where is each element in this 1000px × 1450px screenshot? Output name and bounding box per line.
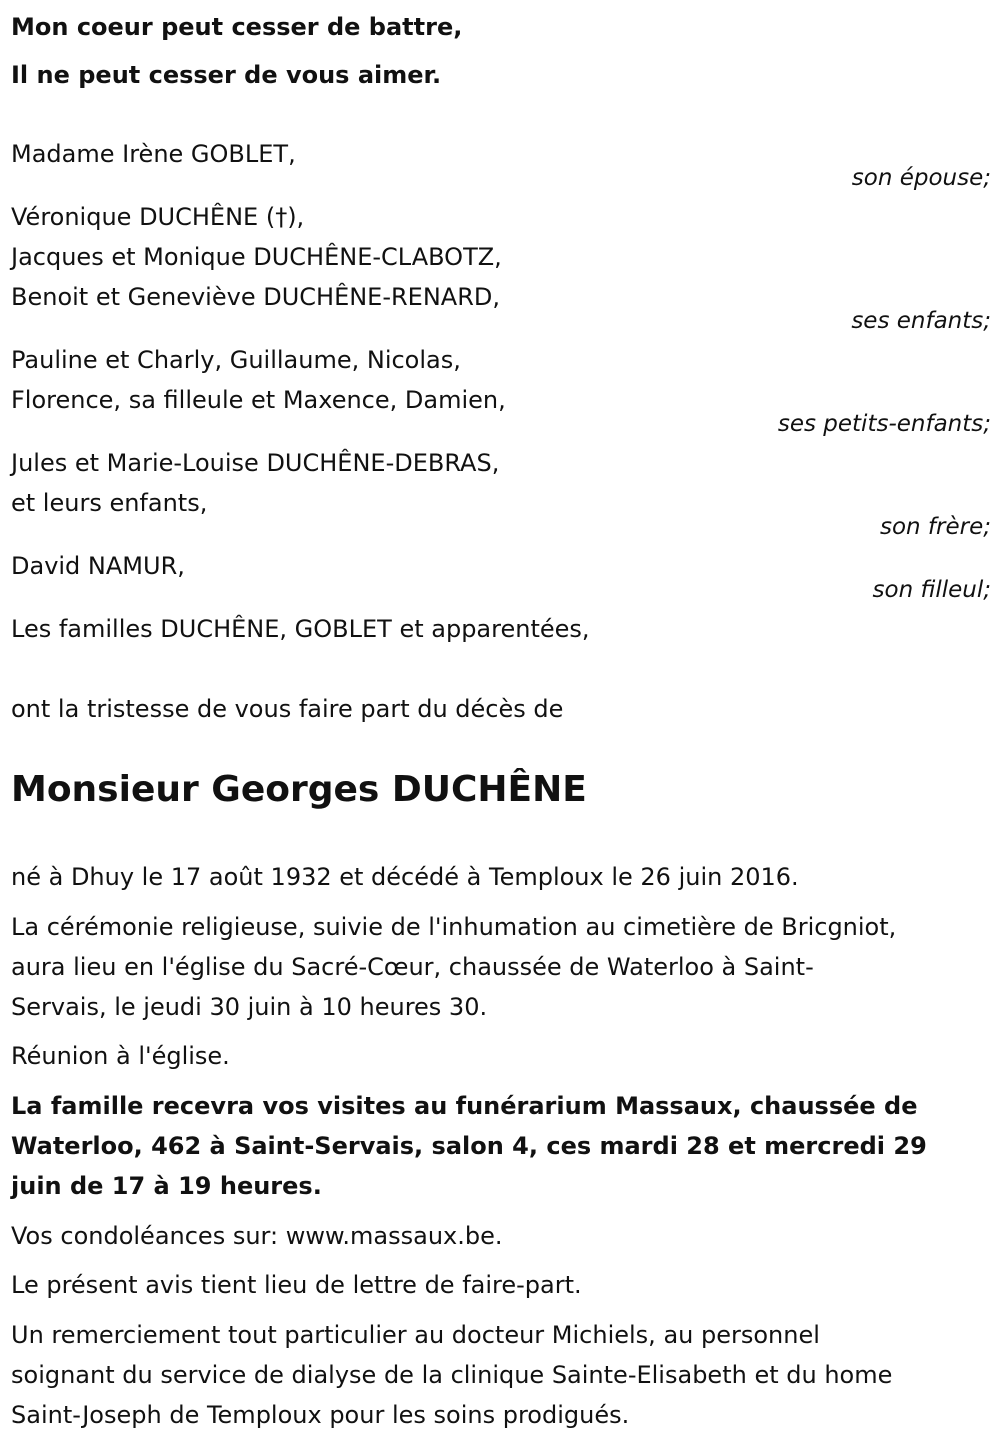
godson-role: son filleul; (872, 577, 991, 603)
child-3: Benoit et Geneviève DUCHÊNE-RENARD, (11, 283, 500, 311)
epigraph-line-1: Mon coeur peut cesser de battre, (11, 13, 463, 41)
visits-line-3: juin de 17 à 19 heures. (11, 1172, 322, 1200)
child-1: Véronique DUCHÊNE (†), (11, 203, 305, 231)
thanks-line-3: Saint-Joseph de Temploux pour les soins prodigués. (11, 1401, 630, 1429)
visits-line-2: Waterloo, 462 à Saint-Servais, salon 4, ces mardi 28 et mercredi 29 (11, 1132, 927, 1160)
brother-line-2: et leurs enfants, (11, 489, 208, 517)
families-line: Les familles DUCHÊNE, GOBLET et apparentées, (11, 615, 590, 643)
spouse-name: Madame Irène GOBLET, (11, 140, 296, 168)
condolences-line: Vos condoléances sur: www.massaux.be. (11, 1222, 503, 1250)
children-role: ses enfants; (851, 308, 991, 334)
deceased-name: Monsieur Georges DUCHÊNE (11, 769, 587, 810)
epigraph-line-2: Il ne peut cesser de vous aimer. (11, 61, 442, 89)
thanks-line-2: soignant du service de dialyse de la clinique Sainte-Elisabeth et du home (11, 1361, 893, 1389)
brother-line-1: Jules et Marie-Louise DUCHÊNE-DEBRAS, (11, 449, 500, 477)
thanks-line-1: Un remerciement tout particulier au docteur Michiels, au personnel (11, 1321, 820, 1349)
grandchildren-role: ses petits-enfants; (777, 411, 991, 437)
spouse-role: son épouse; (851, 165, 991, 191)
visits-line-1: La famille recevra vos visites au funérarium Massaux, chaussée de (11, 1092, 918, 1120)
child-2: Jacques et Monique DUCHÊNE-CLABOTZ, (11, 243, 502, 271)
notice-line: Le présent avis tient lieu de lettre de faire-part. (11, 1271, 582, 1299)
announcement-text: ont la tristesse de vous faire part du décès de (11, 695, 564, 723)
meeting-line: Réunion à l'église. (11, 1042, 230, 1070)
grandchildren-line-2: Florence, sa filleule et Maxence, Damien, (11, 386, 506, 414)
godson-name: David NAMUR, (11, 552, 185, 580)
brother-role: son frère; (879, 514, 991, 540)
grandchildren-line-1: Pauline et Charly, Guillaume, Nicolas, (11, 346, 461, 374)
birth-death-line: né à Dhuy le 17 août 1932 et décédé à Temploux le 26 juin 2016. (11, 863, 799, 891)
ceremony-line-2: aura lieu en l'église du Sacré-Cœur, chaussée de Waterloo à Saint- (11, 953, 814, 981)
ceremony-line-3: Servais, le jeudi 30 juin à 10 heures 30. (11, 993, 488, 1021)
ceremony-line-1: La cérémonie religieuse, suivie de l'inhumation au cimetière de Bricgniot, (11, 913, 897, 941)
